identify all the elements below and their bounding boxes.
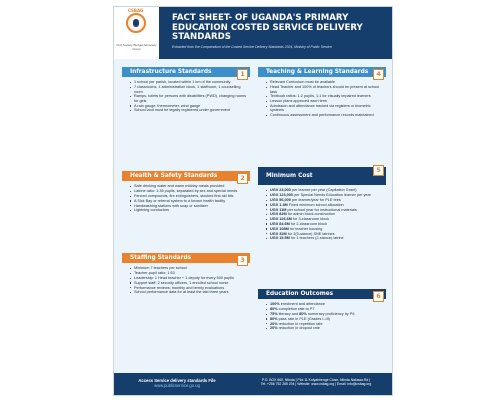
cost-amount: UGX 56,000 <box>270 198 291 202</box>
list-item: A Sick Bay or referral system to a known health facility <box>130 199 247 203</box>
logo-tagline: Civil Society Budget Advocacy Group <box>116 43 157 51</box>
footer-bar <box>114 373 393 396</box>
section-staffing <box>122 253 250 295</box>
list-item <box>266 326 383 330</box>
outcome-value: 75% <box>270 312 278 316</box>
section-list <box>122 263 250 294</box>
footer-address: P.O. BOX 660, Ntinda | Plot 11 Kolyahirenge Close, Ntinda Nakawa Rd | <box>261 378 371 382</box>
list-item: Textbook ratios: 1:2 pupils, 1:1 for visually impaired learners <box>266 94 383 98</box>
cost-description: for admin block construction <box>286 212 335 217</box>
cost-amount: UGX 84.6M <box>270 221 290 226</box>
section-title: Infrastructure Standards <box>130 69 212 75</box>
section-header <box>258 167 386 185</box>
section-title: Education Outcomes <box>266 291 334 297</box>
section-title: Minimum Cost <box>266 173 313 179</box>
footer-access-label: Access Service delivery standards File <box>138 378 216 383</box>
outcome-description: pass rate in PLE (Grades I–III) <box>277 316 330 321</box>
list-item: Support staff: 2 security officers, 1 enrolled school nurse <box>130 281 247 285</box>
cost-amount: UGX 123,000 <box>270 193 294 198</box>
list-item <box>266 208 383 212</box>
section-teaching-learning <box>258 67 386 118</box>
list-item: School performance data for at least the last three years <box>130 290 247 294</box>
section-header <box>122 171 250 181</box>
outcome-description: numeracy proficiency by P6 <box>306 312 355 316</box>
cost-amount: UGX 15.5M <box>270 236 290 241</box>
section-number-badge: 3 <box>237 255 248 266</box>
outcome-value: 80% <box>270 307 278 312</box>
section-title: Staffing Standards <box>130 255 192 261</box>
list-item <box>266 203 383 207</box>
list-item: 7 classrooms, 1 administration block, 1 staffroom, 1 counselling room <box>130 85 247 94</box>
section-header <box>122 253 250 263</box>
list-item: Minimum 7 teachers per school <box>130 266 247 270</box>
list-item <box>266 212 383 216</box>
section-list <box>122 77 250 112</box>
section-number-badge: 6 <box>373 291 384 302</box>
list-item <box>266 312 383 316</box>
section-infrastructure <box>122 67 250 113</box>
list-item: Lightning conductors <box>130 208 247 212</box>
list-item: Safe drinking water and warm midday meals provided <box>130 184 247 188</box>
section-list <box>258 185 386 240</box>
section-header <box>258 289 386 299</box>
list-item <box>266 322 383 326</box>
cost-description: for 1 teachers (2-stance) latrine <box>289 236 344 241</box>
cost-amount: UGX 126.6M <box>270 217 292 222</box>
cost-amount: UGX 23,000 <box>270 188 291 193</box>
footer-contact-info: Tel: +256 752 265 294 | Website: www.csbag.org | Email: info@csbag.org <box>260 382 372 387</box>
cost-description: per school year for instructional materials <box>286 207 357 212</box>
outcome-value: 80% <box>299 312 307 316</box>
cost-amount: UGX 32M <box>270 231 287 236</box>
list-item <box>266 232 383 236</box>
section-list <box>258 77 386 117</box>
list-item: Admission and attendance tracked via registers or biometric systems <box>266 104 383 113</box>
cost-description: per learner per year (Capitation Grant) <box>290 188 357 193</box>
outcome-description: completion rate to P7 <box>277 307 315 312</box>
cost-amount: UGX 1.3M <box>270 202 288 207</box>
header-banner <box>114 7 393 59</box>
list-item <box>266 236 383 240</box>
cost-description: per Special Needs Education learner per year <box>293 193 371 198</box>
list-item <box>266 217 383 221</box>
list-item: Relevant Curriculum must be available <box>266 80 383 84</box>
list-item: Lesson plans approved each term <box>266 99 383 103</box>
list-item: Continuous assessment and performance records maintained <box>266 113 383 117</box>
list-item: Latrine ratio: 1:35 pupils, separated by sex and special needs <box>130 189 247 193</box>
outcome-value: 80% <box>270 316 278 321</box>
list-item <box>266 193 383 197</box>
section-header <box>258 67 386 77</box>
list-item: Ramps, toilets for persons with disabilities (PWD), changing rooms for girls <box>130 94 247 103</box>
list-item <box>266 222 383 226</box>
list-item: Leadership: 1 Head teacher + 1 deputy for every 500 pupils <box>130 276 247 280</box>
list-item <box>266 307 383 311</box>
section-number-badge: 5 <box>373 165 384 176</box>
section-title: Teaching & Learning Standards <box>266 69 369 75</box>
outcome-value: 20% <box>270 326 278 331</box>
logo-panel <box>114 7 159 59</box>
list-item <box>266 302 383 306</box>
outcome-description: reduction in dropout rate <box>277 326 320 331</box>
list-item: Performance reviews: monthly and termly evaluations <box>130 286 247 290</box>
logo-brand: CSBAG <box>128 8 144 13</box>
cost-amount: UGX 82M <box>270 212 287 217</box>
cost-description: for 3-classroom block <box>291 217 330 222</box>
list-item: Teacher-pupil ratio: 1:53 <box>130 271 247 275</box>
cost-amount: UGX 11M <box>270 207 287 212</box>
footer-contact <box>242 378 390 387</box>
section-number-badge: 1 <box>237 69 248 80</box>
cost-amount: UGX 108M <box>270 226 289 231</box>
page-subtitle: Extracted from the Compendium of the Costed Service Delivery Standards 2024, Ministry of Public Service <box>172 45 332 49</box>
section-education-outcomes <box>258 289 386 331</box>
fact-sheet <box>113 6 393 396</box>
outcome-description: enrolment and attendance <box>279 302 325 307</box>
list-item <box>266 188 383 192</box>
cost-description: for teacher housing <box>288 226 323 231</box>
cost-description: for 2(5-stance) SNE latrines <box>286 231 335 236</box>
list-item: School land must be legally registered under government <box>130 108 247 112</box>
footer-access <box>122 378 232 388</box>
section-list <box>122 181 250 212</box>
list-item: Fenced compounds, fire extinguishers, stocked first aid kits <box>130 194 247 198</box>
section-minimum-cost <box>258 167 386 241</box>
list-item <box>266 317 383 321</box>
outcome-value: 100% <box>270 302 280 307</box>
section-list <box>258 299 386 330</box>
outcome-value: 20% <box>270 321 278 326</box>
outcome-description: reduction in repetition rate <box>277 321 323 326</box>
list-item: 1 school per parish, located within 1 km of the community <box>130 80 247 84</box>
list-item: Head Teacher and 100% of teachers should be present at school task <box>266 85 383 94</box>
org-logo-icon <box>126 13 146 33</box>
cost-description: Fixed minimum school allocation <box>287 202 344 207</box>
page-title: FACT SHEET- OF UGANDA'S PRIMARY EDUCATION COSTED SERVICE DELIVERY STANDARDS <box>172 13 363 43</box>
section-number-badge: 2 <box>237 173 248 184</box>
section-title: Health & Safety Standards <box>130 173 218 179</box>
section-header <box>122 67 250 77</box>
outcome-description: literacy and <box>277 312 300 316</box>
list-item: Handwashing stations with soap or sanitizer <box>130 204 247 208</box>
cost-description: for 2-classroom block <box>289 221 327 226</box>
list-item: A rain gauge, thermometer, wind gauge <box>130 104 247 108</box>
footer-access-link[interactable]: www.publicservice.go.ug <box>154 383 200 388</box>
section-health-safety <box>122 171 250 213</box>
list-item <box>266 198 383 202</box>
section-number-badge: 4 <box>373 69 384 80</box>
cost-description: per learner/year for PLE fees <box>290 198 341 202</box>
list-item <box>266 227 383 231</box>
